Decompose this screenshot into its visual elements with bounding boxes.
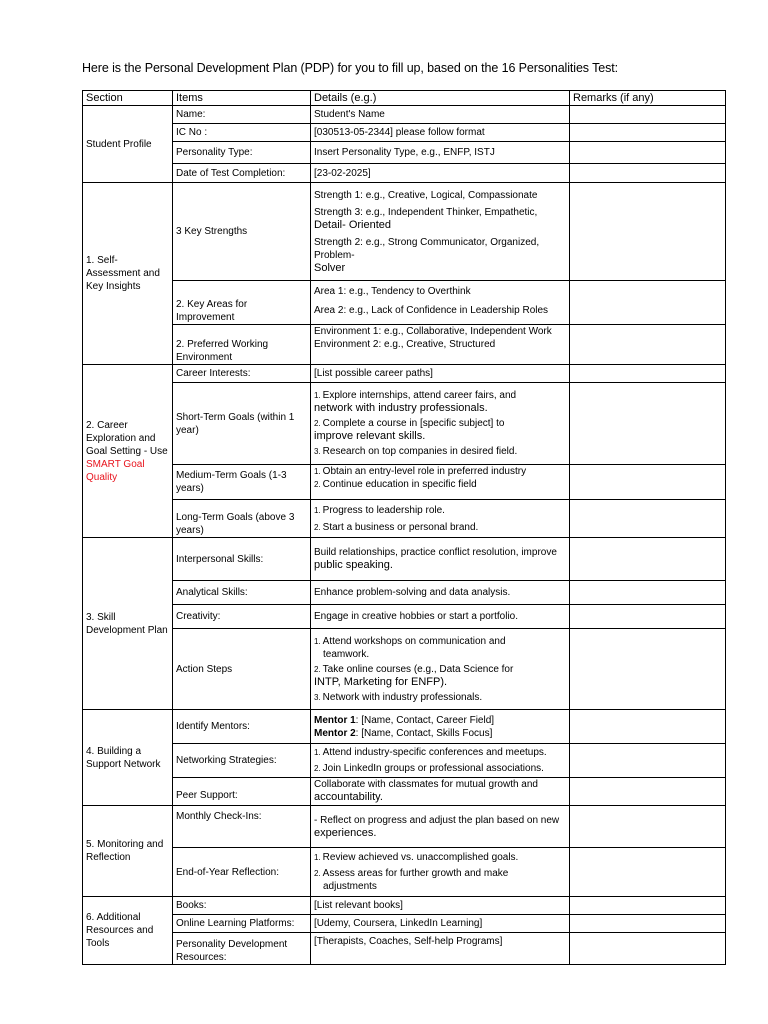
detail-interpersonal-skills[interactable] [311, 538, 570, 581]
item-interpersonal-skills: Interpersonal Skills: [173, 538, 311, 581]
table-row [83, 806, 726, 848]
remarks-cell[interactable] [570, 500, 726, 538]
mentor-2-details: : [Name, Contact, Skills Focus] [355, 727, 493, 739]
item-medium-term-goals: Medium-Term Goals (1-3 years) [173, 465, 311, 500]
detail-key-strengths[interactable] [311, 183, 570, 281]
action-step-2: Take online courses (e.g., Data Science for [322, 663, 514, 675]
strength-3: Strength 3: e.g., Independent Thinker, Empathetic, [314, 206, 538, 218]
action-step-3: Network with industry professionals. [322, 691, 483, 703]
interpersonal-line-1: Build relationships, practice conflict resolution, improve [314, 547, 557, 558]
action-step-1-cont: teamwork. [323, 648, 370, 660]
mentor-2-label: Mentor 2 [314, 727, 356, 739]
short-goal-2: Complete a course in [specific subject] to [322, 418, 505, 429]
remarks-cell[interactable] [570, 183, 726, 281]
detail-working-environment[interactable] [311, 325, 570, 365]
section-student-profile: Student Profile [83, 106, 173, 183]
detail-short-term-goals[interactable]: 1. Explore internships, attend career fairs, and network with industry professionals. 2. Complete a course in [specific subject] to improve relevant skills. 3. Research on top companies in desired field. [311, 383, 570, 465]
long-goal-2: Start a business or personal brand. [322, 521, 479, 533]
detail-career-interests[interactable]: [List possible career paths] [311, 365, 570, 383]
interpersonal-line-2: public speaking. [314, 559, 393, 571]
short-goal-2-cont: improve relevant skills. [314, 430, 426, 442]
item-working-environment: 2. Preferred Working Environment [173, 325, 311, 365]
remarks-cell[interactable] [570, 897, 726, 915]
item-name: Name: [173, 106, 311, 124]
detail-monthly-check-ins[interactable] [311, 806, 570, 848]
item-end-of-year-reflection: End-of-Year Reflection: [173, 848, 311, 897]
table-row [83, 778, 726, 806]
item-areas-improvement: 2. Key Areas for Improvement [173, 281, 311, 325]
strength-2: Strength 2: e.g., Strong Communicator, Organized, Problem- [314, 236, 540, 261]
table-row [83, 581, 726, 605]
networking-2: Join LinkedIn groups or professional associations. [322, 763, 544, 774]
remarks-cell[interactable] [570, 281, 726, 325]
table-row [83, 325, 726, 365]
reflection-2: Assess areas for further growth and make [322, 868, 509, 879]
strength-2-cont: Solver [314, 261, 346, 274]
mentor-1-details: : [Name, Contact, Career Field] [355, 714, 495, 726]
remarks-cell[interactable] [570, 164, 726, 183]
medium-goal-2: Continue education in specific field [322, 479, 477, 490]
table-row [83, 124, 726, 142]
detail-name[interactable]: Student's Name [311, 106, 570, 124]
remarks-cell[interactable] [570, 806, 726, 848]
detail-long-term-goals[interactable]: 1. Progress to leadership role. 2. Start a business or personal brand. [311, 500, 570, 538]
item-action-steps: Action Steps [173, 629, 311, 710]
table-row [83, 897, 726, 915]
remarks-cell[interactable] [570, 915, 726, 933]
remarks-cell[interactable] [570, 710, 726, 744]
table-row [83, 465, 726, 500]
table-row [83, 142, 726, 164]
item-test-date: Date of Test Completion: [173, 164, 311, 183]
item-creativity: Creativity: [173, 605, 311, 629]
table-row [83, 383, 726, 465]
remarks-cell[interactable] [570, 142, 726, 164]
detail-action-steps[interactable]: 1. Attend workshops on communication and teamwork. 2. Take online courses (e.g., Data Science for INTP, Marketing for ENFP). 3. Network with industry professionals. [311, 629, 570, 710]
item-identify-mentors: Identify Mentors: [173, 710, 311, 744]
item-networking-strategies: Networking Strategies: [173, 744, 311, 778]
page-heading: Here is the Personal Development Plan (PDP) for you to fill up, based on the 16 Personalities Test: [82, 61, 618, 75]
medium-goal-1: Obtain an entry-level role in preferred industry [322, 466, 527, 477]
reflection-1: Review achieved vs. unaccomplished goals. [322, 852, 519, 863]
section-career-exploration [83, 365, 173, 538]
table-row [83, 744, 726, 778]
section-career-label: 2. Career Exploration and Goal Setting - Use [86, 419, 168, 457]
strength-3-cont: Detail- Oriented [314, 218, 392, 231]
item-monthly-check-ins: Monthly Check-Ins: [173, 806, 311, 848]
short-goal-1: Explore internships, attend career fairs, and [322, 390, 517, 401]
detail-test-date[interactable]: [23-02-2025] [311, 164, 570, 183]
smart-goal-label: SMART Goal Quality [86, 458, 145, 483]
area-1: Area 1: e.g., Tendency to Overthink [314, 286, 471, 297]
detail-networking-strategies[interactable]: 1. Attend industry-specific conferences and meetups. 2. Join LinkedIn groups or professional associations. [311, 744, 570, 778]
remarks-cell[interactable] [570, 605, 726, 629]
detail-identify-mentors[interactable] [311, 710, 570, 744]
peer-support-line-1: Collaborate with classmates for mutual growth and [314, 779, 538, 790]
detail-end-of-year-reflection[interactable]: 1. Review achieved vs. unaccomplished goals. 2. Assess areas for further growth and make adjustments [311, 848, 570, 897]
item-personality-resources: Personality Development Resources: [173, 933, 311, 965]
col-header-details: Details (e.g.) [311, 91, 570, 106]
remarks-cell[interactable] [570, 848, 726, 897]
environment-2: Environment 2: e.g., Creative, Structured [314, 339, 496, 350]
table-row [83, 848, 726, 897]
detail-peer-support[interactable] [311, 778, 570, 806]
detail-creativity[interactable]: Engage in creative hobbies or start a portfolio. [311, 605, 570, 629]
detail-personality-type[interactable]: Insert Personality Type, e.g., ENFP, ISTJ [311, 142, 570, 164]
detail-areas-improvement[interactable] [311, 281, 570, 325]
table-row [83, 183, 726, 281]
table-row [83, 538, 726, 581]
col-header-section: Section [83, 91, 173, 106]
area-2: Area 2: e.g., Lack of Confidence in Leadership Roles [314, 305, 549, 316]
remarks-cell[interactable] [570, 778, 726, 806]
detail-medium-term-goals[interactable]: 1. Obtain an entry-level role in preferred industry 2. Continue education in specific field [311, 465, 570, 500]
table-row [83, 605, 726, 629]
remarks-cell[interactable] [570, 106, 726, 124]
detail-analytical-skills[interactable]: Enhance problem-solving and data analysis. [311, 581, 570, 605]
table-row [83, 500, 726, 538]
remarks-cell[interactable] [570, 325, 726, 365]
col-header-items: Items [173, 91, 311, 106]
remarks-cell[interactable] [570, 465, 726, 500]
col-header-remarks: Remarks (if any) [570, 91, 726, 106]
header-row [83, 91, 726, 106]
mentor-1-label: Mentor 1 [314, 714, 356, 726]
remarks-cell[interactable] [570, 629, 726, 710]
table-row [83, 106, 726, 124]
table-row [83, 365, 726, 383]
detail-ic-no[interactable]: [030513-05-2344] please follow format [311, 124, 570, 142]
table-row [83, 281, 726, 325]
action-step-2-cont: INTP, Marketing for ENFP). [314, 675, 448, 688]
networking-1: Attend industry-specific conferences and meetups. [322, 747, 547, 758]
item-ic-no: IC No : [173, 124, 311, 142]
table-row [83, 915, 726, 933]
remarks-cell[interactable] [570, 365, 726, 383]
table-row [83, 933, 726, 965]
section-support-network: 4. Building a Support Network [83, 710, 173, 806]
environment-1: Environment 1: e.g., Collaborative, Independent Work [314, 326, 552, 337]
item-peer-support: Peer Support: [173, 778, 311, 806]
reflection-2-cont: adjustments [323, 881, 377, 892]
item-books: Books: [173, 897, 311, 915]
remarks-cell[interactable] [570, 383, 726, 465]
short-goal-3: Research on top companies in desired field. [322, 446, 518, 457]
table-row [83, 710, 726, 744]
strength-1: Strength 1: e.g., Creative, Logical, Compassionate [314, 189, 538, 201]
item-analytical-skills: Analytical Skills: [173, 581, 311, 605]
remarks-cell[interactable] [570, 744, 726, 778]
item-long-term-goals: Long-Term Goals (above 3 years) [173, 500, 311, 538]
monthly-line-1: - Reflect on progress and adjust the plan based on new [314, 814, 560, 826]
item-career-interests: Career Interests: [173, 365, 311, 383]
item-key-strengths: 3 Key Strengths [173, 183, 311, 281]
action-step-1: Attend workshops on communication and [322, 635, 506, 647]
section-self-assessment: 1. Self-Assessment and Key Insights [83, 183, 173, 365]
detail-personality-resources[interactable]: [Therapists, Coaches, Self-help Programs] [311, 933, 570, 965]
section-skill-development: 3. Skill Development Plan [83, 538, 173, 710]
section-additional-resources: 6. Additional Resources and Tools [83, 897, 173, 965]
peer-support-line-2: accountability. [314, 791, 383, 803]
pdp-table [82, 90, 726, 965]
section-monitoring: 5. Monitoring and Reflection [83, 806, 173, 897]
remarks-cell[interactable] [570, 124, 726, 142]
item-personality-type: Personality Type: [173, 142, 311, 164]
table-row [83, 164, 726, 183]
table-row [83, 629, 726, 710]
monthly-line-2: experiences. [314, 826, 377, 839]
remarks-cell[interactable] [570, 581, 726, 605]
remarks-cell[interactable] [570, 933, 726, 965]
detail-online-learning[interactable]: [Udemy, Coursera, LinkedIn Learning] [311, 915, 570, 933]
detail-books[interactable]: [List relevant books] [311, 897, 570, 915]
remarks-cell[interactable] [570, 538, 726, 581]
item-short-term-goals: Short-Term Goals (within 1 year) [173, 383, 311, 465]
long-goal-1: Progress to leadership role. [322, 504, 445, 516]
item-online-learning: Online Learning Platforms: [173, 915, 311, 933]
short-goal-1-cont: network with industry professionals. [314, 402, 488, 414]
